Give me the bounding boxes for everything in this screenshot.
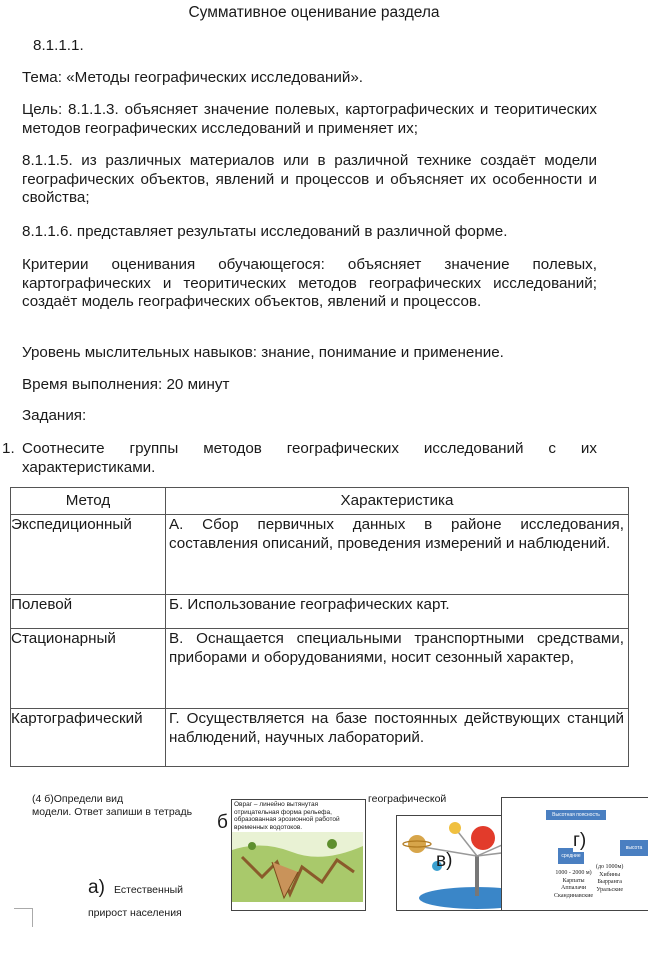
corner-mark bbox=[14, 908, 33, 927]
picture-b-caption: Овраг – линейно вытянутая отрицательная форма рельефа, образованная эрозионной работой временных водотоков. bbox=[234, 801, 340, 831]
task-2-right-text: географической bbox=[368, 793, 447, 805]
table-row bbox=[11, 629, 629, 709]
page-title: Суммативное оценивание раздела bbox=[188, 4, 440, 21]
table-header-row bbox=[11, 488, 629, 515]
characteristic-cell: Г. Осуществляется на базе постоянных действующих станций наблюдений, научных лабораторий. bbox=[166, 709, 629, 767]
time-limit: Время выполнения: 20 минут bbox=[22, 376, 230, 393]
topic: Тема: «Методы географических исследований». bbox=[22, 69, 364, 86]
task-1-text: Соотнесите группы методов географических исследований с их характеристиками. bbox=[22, 440, 597, 476]
label-g: г) bbox=[573, 830, 587, 851]
label-a: а) bbox=[88, 877, 105, 898]
table-header-method: Метод bbox=[11, 488, 166, 515]
task-2-line-2: модели. Ответ запиши в тетрадь bbox=[32, 806, 193, 818]
picture-g-altitude-chart bbox=[501, 797, 648, 911]
method-cell: Экспедиционный bbox=[11, 515, 166, 595]
label-a-text: Естественный bbox=[114, 884, 184, 896]
skills-level: Уровень мыслительных навыков: знание, понимание и применение. bbox=[22, 344, 504, 361]
task-1-number: 1. bbox=[2, 440, 15, 457]
characteristic-cell: А. Сбор первичных данных в районе исследования, составления описаний, проведения измерений и наблюдений. bbox=[166, 515, 629, 595]
col-2-line: (до 1000м) bbox=[596, 864, 624, 870]
label-a-text-2: прирост населения bbox=[88, 907, 182, 919]
characteristic-cell: Б. Использование географических карт. bbox=[166, 595, 629, 629]
col-1-line: 1000 - 2000 м) bbox=[555, 870, 592, 876]
method-cell: Стационарный bbox=[11, 629, 166, 709]
picture-g-top-box: Высотная поясность bbox=[546, 810, 606, 820]
section-code: 8.1.1.1. bbox=[33, 37, 84, 54]
col-1-line: Аппалачи bbox=[560, 885, 587, 891]
criteria: Критерии оценивания обучающегося: объясняет значение полевых, картографических и теоритических методов географических исследований; создаёт модель географических объектов, явлений и процессов. bbox=[22, 256, 597, 310]
method-cell: Картографический bbox=[11, 709, 166, 767]
table-row bbox=[11, 515, 629, 595]
col-1-line: Скандинавские bbox=[554, 892, 594, 899]
method-cell: Полевой bbox=[11, 595, 166, 629]
table-row bbox=[11, 709, 629, 767]
ravine-illustration bbox=[232, 832, 363, 902]
task-2-line-1: (4 б)Определи вид bbox=[32, 793, 124, 805]
picture-g-col-2 bbox=[596, 864, 623, 894]
label-v: в) bbox=[436, 850, 453, 871]
objective-2: 8.1.1.5. из различных материалов или в различной технике создаёт модели географических объектов, явлений и процессов и объясняет их особенности и свойства; bbox=[22, 152, 597, 206]
label-b: б bbox=[217, 812, 228, 833]
picture-g-box-2: высота bbox=[620, 840, 648, 856]
goal: Цель: 8.1.1.3. объясняет значение полевых, картографических и теоритических методов географических исследований и применяет их; bbox=[22, 101, 597, 137]
col-1-line: Карпаты bbox=[562, 877, 585, 884]
table-row bbox=[11, 595, 629, 629]
picture-g-col-1 bbox=[554, 870, 593, 900]
table-header-characteristic: Характеристика bbox=[166, 488, 629, 515]
characteristic-cell: В. Оснащается специальными транспортными средствами, приборами и оборудованиями, носит сезонный характер, bbox=[166, 629, 629, 709]
methods-table bbox=[10, 487, 629, 767]
col-2-line: Бырранга bbox=[597, 879, 622, 885]
col-2-line: Хибины bbox=[599, 871, 621, 878]
picture-b-ravine bbox=[231, 799, 366, 911]
objective-3: 8.1.1.6. представляет результаты исследований в различной форме. bbox=[22, 223, 508, 240]
col-2-line: Уральские bbox=[596, 886, 623, 893]
tasks-label: Задания: bbox=[22, 407, 87, 424]
picture-g-small-box: средние bbox=[558, 848, 584, 864]
